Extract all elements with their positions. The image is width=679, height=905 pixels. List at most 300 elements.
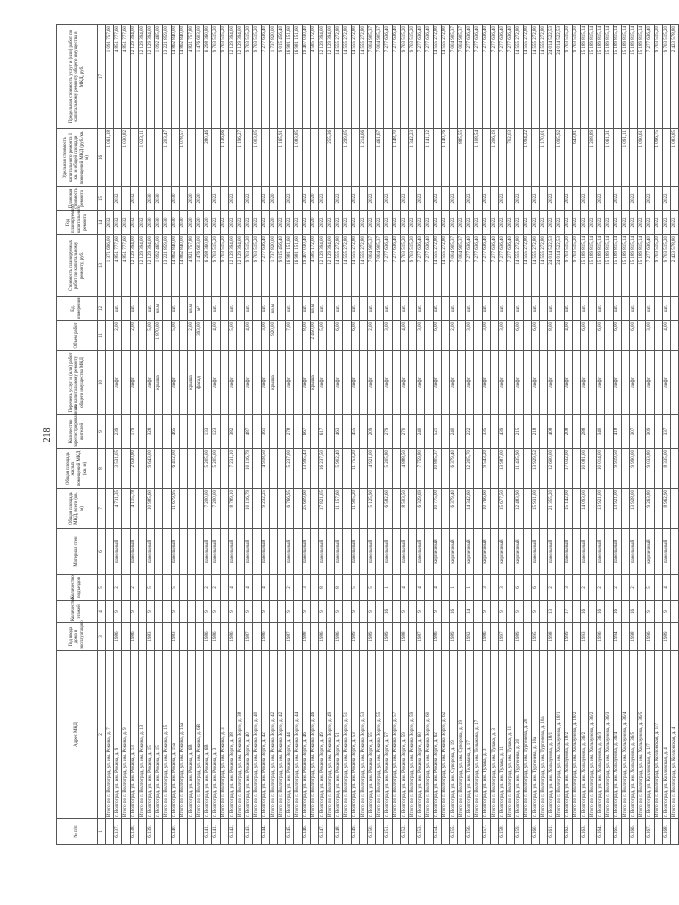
- table-cell: 1 090,61: [638, 129, 646, 187]
- table-cell: шт.: [646, 297, 654, 321]
- table-row: [204, 25, 212, 845]
- table-cell: [589, 297, 597, 321]
- table-cell: 133: [204, 415, 212, 449]
- table-cell: 1993: [580, 623, 588, 651]
- table-cell: [572, 351, 580, 415]
- table-cell: [220, 819, 228, 845]
- table-cell: панельный: [286, 529, 294, 575]
- table-cell: 2020: [187, 187, 195, 211]
- table-cell: [507, 415, 515, 449]
- table-cell: 9 703 515,20: [212, 235, 220, 297]
- table-cell: [277, 297, 285, 321]
- table-cell: [327, 575, 335, 601]
- table-row: [515, 25, 523, 845]
- table-cell: 12 205,70: [466, 449, 474, 489]
- table-row: [564, 25, 572, 845]
- table-cell: 4,00: [564, 321, 572, 351]
- table-cell: 9: [245, 601, 253, 623]
- table-cell: 15 189 815,14: [589, 25, 597, 129]
- table-cell: 2022: [351, 211, 359, 235]
- table-cell: панельный: [662, 529, 670, 575]
- table-cell: [220, 415, 228, 449]
- table-cell: 2020: [204, 211, 212, 235]
- table-cell: лифт: [613, 351, 621, 415]
- table-cell: 2020: [269, 187, 277, 211]
- table-cell: [539, 351, 547, 415]
- table-cell: 7 200,00: [204, 489, 212, 529]
- table-cell: 2022: [368, 211, 376, 235]
- table-cell: [621, 351, 629, 415]
- table-cell: [343, 321, 351, 351]
- table-cell: [106, 321, 114, 351]
- table-cell: [220, 351, 228, 415]
- table-cell: 1998: [630, 623, 638, 651]
- table-cell: г. Волгоград, ул. им. Тулака, д. 3: [482, 651, 490, 819]
- table-cell: 9: [646, 601, 654, 623]
- table-cell: панельный: [548, 529, 556, 575]
- table-cell: 1989: [351, 623, 359, 651]
- table-cell: 4 918,50: [261, 449, 269, 489]
- table-cell: 9: [318, 601, 326, 623]
- table-cell: 9: [662, 601, 670, 623]
- table-cell: 16 237,50: [318, 449, 326, 489]
- table-cell: [376, 529, 384, 575]
- table-cell: 15 189 815,14: [621, 25, 629, 129]
- table-cell: 7 277 636,40: [466, 235, 474, 297]
- table-cell: [507, 321, 515, 351]
- table-row: [343, 25, 351, 845]
- table-cell: [638, 415, 646, 449]
- table-cell: панельный: [400, 529, 408, 575]
- table-cell: 13 921,00: [613, 489, 621, 529]
- table-cell: [269, 623, 277, 651]
- table-cell: 9 703 515,20: [253, 25, 261, 129]
- table-cell: 13 929,52: [531, 449, 539, 489]
- table-cell: [155, 415, 163, 449]
- table-cell: [179, 449, 187, 489]
- table-cell: [343, 575, 351, 601]
- table-cell: 1 737 820,00: [269, 235, 277, 297]
- table-cell: 465: [171, 415, 179, 449]
- table-row: [646, 25, 654, 845]
- table-cell: [294, 187, 302, 211]
- table-row: [212, 25, 220, 845]
- table-cell: [556, 321, 564, 351]
- table-cell: 2022: [654, 211, 662, 235]
- table-cell: 6.165.: [613, 819, 621, 845]
- table-cell: 9: [499, 601, 507, 623]
- table-cell: Итого по г. Волгоград, ул. им. Рокина, д. 6В: [196, 651, 204, 819]
- table-cell: лифт: [228, 351, 236, 415]
- table-cell: 2: [580, 575, 588, 601]
- table-cell: 1 003,05: [253, 129, 261, 187]
- table-cell: Итого по г. Волгоград, ул. им. Рокина Зорге, д. 49: [327, 651, 335, 819]
- table-cell: [539, 449, 547, 489]
- table-cell: г. Волгоград, ул. им. Хользунова, д. 36/2: [580, 651, 588, 819]
- table-cell: [638, 575, 646, 601]
- table-cell: [572, 449, 580, 489]
- table-cell: 2022: [228, 211, 236, 235]
- table-cell: [507, 819, 515, 845]
- table-cell: шт.: [245, 297, 253, 321]
- table-cell: 9: [228, 601, 236, 623]
- table-row: [253, 25, 261, 845]
- table-cell: [605, 575, 613, 601]
- column-header: Плановая стоимость ремонта: [57, 187, 98, 211]
- table-cell: [122, 489, 130, 529]
- table-cell: 16: [597, 601, 605, 623]
- table-cell: 6.141.: [204, 819, 212, 845]
- table-cell: [327, 601, 335, 623]
- table-cell: [572, 415, 580, 449]
- table-cell: [474, 321, 482, 351]
- table-cell: 5 125,90: [368, 489, 376, 529]
- table-cell: 2022: [302, 187, 310, 211]
- table-cell: [523, 187, 531, 211]
- table-cell: шт.: [597, 297, 605, 321]
- table-cell: [261, 129, 269, 187]
- table-cell: [171, 129, 179, 187]
- table-cell: 1 030,82: [122, 129, 130, 187]
- column-number: 13: [98, 235, 106, 297]
- table-cell: 4 888,50: [400, 449, 408, 489]
- table-cell: 9 543,20: [482, 449, 490, 489]
- table-cell: [548, 129, 556, 187]
- column-header: Количество зарегистрированных жителей: [57, 415, 98, 449]
- table-cell: [425, 575, 433, 601]
- table-cell: Итого по г. Волгоград, ул. им. Рокина Зорге, д. 42: [269, 651, 277, 819]
- table-cell: м²: [196, 297, 204, 321]
- table-cell: [163, 449, 171, 489]
- table-cell: [670, 351, 678, 415]
- table-cell: 12 129 394,00: [146, 25, 154, 129]
- table-cell: 4 851 777,60: [122, 25, 130, 129]
- table-cell: [630, 129, 638, 187]
- table-cell: 1 136,66: [220, 129, 228, 187]
- table-cell: 14 555 272,80: [531, 25, 539, 129]
- table-cell: 13 928,00: [630, 489, 638, 529]
- table-cell: [204, 321, 212, 351]
- table-row: [458, 25, 466, 845]
- table-cell: [654, 297, 662, 321]
- table-cell: [220, 321, 228, 351]
- table-cell: [138, 297, 146, 321]
- column-number: 3: [98, 623, 106, 651]
- table-cell: [441, 351, 449, 415]
- table-cell: [138, 601, 146, 623]
- table-cell: 1987: [286, 623, 294, 651]
- table-cell: [327, 489, 335, 529]
- table-cell: 16 981 151,60: [286, 25, 294, 129]
- table-row: [294, 25, 302, 845]
- table-cell: [670, 601, 678, 623]
- table-cell: 17 032,00: [564, 449, 572, 489]
- table-cell: 2030: [179, 211, 187, 235]
- table-cell: [507, 449, 515, 489]
- table-cell: 6.163.: [580, 819, 588, 845]
- table-cell: [327, 187, 335, 211]
- table-cell: [277, 415, 285, 449]
- table-cell: [163, 321, 171, 351]
- table-cell: 361: [261, 415, 269, 449]
- table-cell: [605, 449, 613, 489]
- table-cell: панельный: [597, 529, 605, 575]
- table-cell: 1 206,19: [490, 129, 498, 187]
- table-cell: [589, 489, 597, 529]
- table-cell: Итого по г. Волгоград, ул. им. Тельмана, д. 17: [474, 651, 482, 819]
- table-cell: [392, 351, 400, 415]
- table-cell: 2022: [482, 187, 490, 211]
- column-number: 2: [98, 651, 106, 819]
- table-cell: [474, 351, 482, 415]
- table-row: [310, 25, 318, 845]
- table-cell: 2: [114, 575, 122, 601]
- table-cell: 5,00: [318, 321, 326, 351]
- table-cell: 6.162.: [564, 819, 572, 845]
- table-cell: Итого по г. Волгоград, ул. им. Хользунова, д. 36/3: [605, 651, 613, 819]
- table-cell: 1994: [613, 623, 621, 651]
- column-number: 14: [98, 211, 106, 235]
- table-cell: 2022: [630, 211, 638, 235]
- table-cell: 1 342,23: [408, 129, 416, 187]
- table-cell: [327, 321, 335, 351]
- table-cell: 9 703 515,20: [245, 235, 253, 297]
- table-cell: [237, 489, 245, 529]
- table-cell: 14 555 272,80: [441, 25, 449, 129]
- table-cell: 10 116,79: [245, 449, 253, 489]
- table-row: [286, 25, 294, 845]
- table-cell: [425, 489, 433, 529]
- table-row: [531, 25, 539, 845]
- table-cell: [490, 321, 498, 351]
- table-cell: 9 703 515,20: [654, 25, 662, 129]
- table-cell: Итого по г. Волгоград, ул. им. Рокина, д. 15: [163, 651, 171, 819]
- table-cell: 6.150.: [368, 819, 376, 845]
- table-cell: [155, 489, 163, 529]
- table-cell: лифт: [662, 351, 670, 415]
- table-cell: шт.: [433, 297, 441, 321]
- table-cell: Итого по г. Волгоград, ул. им. Хользунова, д. 36/5: [638, 651, 646, 819]
- table-cell: 2022: [261, 211, 269, 235]
- table-cell: [237, 351, 245, 415]
- table-cell: [507, 601, 515, 623]
- table-cell: [638, 297, 646, 321]
- table-cell: [253, 623, 261, 651]
- table-cell: 209: [368, 415, 376, 449]
- table-cell: 1 870,00: [155, 321, 163, 351]
- table-cell: [376, 321, 384, 351]
- table-cell: 3: [302, 575, 310, 601]
- table-cell: [179, 601, 187, 623]
- table-cell: 2022: [335, 187, 343, 211]
- table-cell: [466, 129, 474, 187]
- table-cell: шт.: [466, 297, 474, 321]
- table-cell: [425, 415, 433, 449]
- table-cell: [294, 623, 302, 651]
- table-cell: 15 189 815,14: [589, 235, 597, 297]
- table-cell: [122, 297, 130, 321]
- table-cell: 9: [204, 601, 212, 623]
- table-row: [482, 25, 490, 845]
- table-cell: 1987: [245, 623, 253, 651]
- table-cell: лифт: [245, 351, 253, 415]
- table-cell: [163, 819, 171, 845]
- table-cell: 3,00: [261, 321, 269, 351]
- table-cell: [408, 297, 416, 321]
- table-cell: фасад: [196, 351, 204, 415]
- table-cell: 15 189 815,14: [630, 25, 638, 129]
- table-cell: 8,00: [302, 321, 310, 351]
- table-cell: [277, 449, 285, 489]
- table-cell: панельный: [302, 529, 310, 575]
- table-cell: 9 990,00: [630, 449, 638, 489]
- table-cell: [539, 415, 547, 449]
- table-cell: 12 129 394,00: [318, 235, 326, 297]
- table-cell: 7 277 636,40: [261, 25, 269, 129]
- table-cell: [204, 351, 212, 415]
- table-cell: [187, 601, 195, 623]
- table-cell: 2022: [458, 211, 466, 235]
- table-cell: 9 703 515,20: [400, 235, 408, 297]
- table-cell: 4 821 757,80: [187, 25, 195, 129]
- table-cell: 2020: [310, 187, 318, 211]
- table-cell: 7 277 636,40: [392, 25, 400, 129]
- table-cell: 2022: [613, 211, 621, 235]
- table-cell: 12 129 394,00: [237, 235, 245, 297]
- table-cell: 4,00: [245, 321, 253, 351]
- table-cell: 1986: [433, 623, 441, 651]
- table-cell: 3,00: [646, 321, 654, 351]
- table-cell: 6 329,69: [417, 489, 425, 529]
- table-cell: [212, 129, 220, 187]
- table-cell: 6.138.: [130, 819, 138, 845]
- table-cell: [490, 819, 498, 845]
- table-cell: 9 919,50: [613, 449, 621, 489]
- table-cell: [384, 129, 392, 187]
- table-cell: 7 004 905,37: [449, 25, 457, 129]
- table-cell: [670, 187, 678, 211]
- table-cell: 14 555 272,80: [343, 25, 351, 129]
- table-cell: 15 189 815,14: [638, 235, 646, 297]
- table-cell: [269, 129, 277, 187]
- table-cell: г. Волгоград, ул. им. Хользунова, д. 18/1: [548, 651, 556, 819]
- table-cell: панельный: [245, 529, 253, 575]
- table-cell: Итого по г. Волгоград, ул. им. Тургенева, д. 10а: [539, 651, 547, 819]
- table-cell: [638, 351, 646, 415]
- table-row: [441, 25, 449, 845]
- table-cell: 3,00: [499, 321, 507, 351]
- table-cell: [474, 415, 482, 449]
- table-row: [548, 25, 556, 845]
- table-cell: [458, 321, 466, 351]
- table-cell: 9 703 515,20: [408, 25, 416, 129]
- table-cell: 6.152.: [400, 819, 408, 845]
- table-cell: Итого по г. Волгоград, ул. им. Хользунова, д. 18/2: [572, 651, 580, 819]
- table-cell: г. Волгоград, ул. им. Тельмана, д. 17: [466, 651, 474, 819]
- table-cell: [253, 297, 261, 321]
- table-cell: лифт: [368, 351, 376, 415]
- table-cell: 5,00: [228, 321, 236, 351]
- column-header: Предельная стоимость услуг и (или) работ по капитальному ремонту общего имущества в МКД, руб.: [57, 25, 98, 129]
- table-cell: лифт: [466, 351, 474, 415]
- table-cell: [155, 575, 163, 601]
- table-cell: [204, 187, 212, 211]
- table-cell: [220, 489, 228, 529]
- table-cell: 7 277 636,40: [646, 25, 654, 129]
- table-cell: 14 555 272,80: [515, 25, 523, 129]
- table-cell: 1992: [466, 623, 474, 651]
- table-cell: 16 981 151,60: [294, 235, 302, 297]
- table-cell: 222: [466, 415, 474, 449]
- table-cell: 4 851 777,60: [114, 235, 122, 297]
- table-cell: 5: [646, 575, 654, 601]
- table-cell: 2022: [662, 211, 670, 235]
- table-cell: [196, 819, 204, 845]
- table-cell: 2022: [318, 211, 326, 235]
- column-header: Общая площадь жилых помещений МКД (кв. м): [57, 449, 98, 489]
- table-cell: Итого по г. Волгоград, ул. Козловская, д. 1/7: [654, 651, 662, 819]
- table-cell: шт.: [400, 297, 408, 321]
- table-cell: 3,00: [466, 321, 474, 351]
- table-cell: [187, 575, 195, 601]
- table-cell: 521: [433, 415, 441, 449]
- table-cell: [589, 623, 597, 651]
- table-cell: [474, 187, 482, 211]
- table-cell: [187, 819, 195, 845]
- table-cell: [605, 321, 613, 351]
- table-cell: 7 277 636,40: [474, 235, 482, 297]
- table-cell: 2022: [662, 187, 670, 211]
- table-cell: 5,00: [171, 321, 179, 351]
- table-cell: [458, 297, 466, 321]
- table-cell: 1988: [400, 623, 408, 651]
- column-number: 7: [98, 489, 106, 529]
- table-cell: 2022: [253, 211, 261, 235]
- table-cell: 2: [630, 575, 638, 601]
- table-cell: шт.: [499, 297, 507, 321]
- table-cell: г. Волгоград, ул. им. Рокина Зорге, д. 51: [335, 651, 343, 819]
- table-cell: 6.141.: [212, 819, 220, 845]
- table-cell: 1: [384, 575, 392, 601]
- table-cell: Итого по г. Волгоград, ул. им. Хользунова, д. 36/2: [589, 651, 597, 819]
- table-cell: [327, 623, 335, 651]
- table-row: [384, 25, 392, 845]
- table-cell: лифт: [335, 351, 343, 415]
- table-cell: [237, 623, 245, 651]
- table-cell: 8 962,90: [662, 489, 670, 529]
- table-cell: 14 555 272,80: [335, 235, 343, 297]
- table-cell: [539, 297, 547, 321]
- table-cell: 1 061,31: [605, 129, 613, 187]
- table-cell: [179, 351, 187, 415]
- table-cell: [179, 819, 187, 845]
- column-number: 15: [98, 187, 106, 211]
- table-cell: [245, 129, 253, 187]
- table-cell: 21 355,20: [548, 489, 556, 529]
- table-cell: лифт: [580, 351, 588, 415]
- table-cell: [277, 529, 285, 575]
- table-cell: 2022: [597, 187, 605, 211]
- table-cell: [425, 819, 433, 845]
- table-cell: [556, 187, 564, 211]
- table-cell: [408, 415, 416, 449]
- table-cell: г. Волгоград, ул. им. Рокина Зорге, д. 38: [228, 651, 236, 819]
- table-cell: 9 703 515,20: [564, 235, 572, 297]
- table-cell: 218: [531, 415, 539, 449]
- table-cell: 2022: [589, 211, 597, 235]
- table-cell: панельный: [204, 529, 212, 575]
- table-cell: [589, 449, 597, 489]
